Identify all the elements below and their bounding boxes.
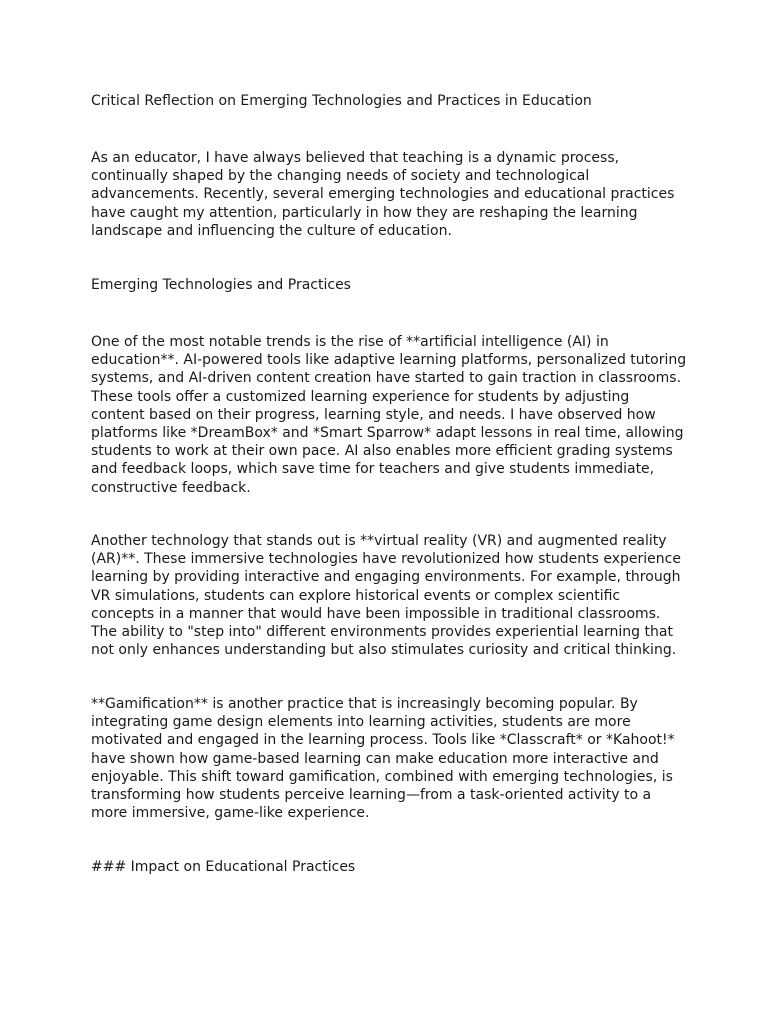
title-text: Critical Reflection on Emerging Technologies and Practices in Education (91, 93, 592, 109)
paragraph-line: concepts in a manner that would have been impossible in traditional classrooms. (91, 605, 661, 622)
paragraph-line: **Gamification** is another practice that is increasingly becoming popular. By (91, 696, 638, 712)
paragraph-line: enjoyable. This shift toward gamification, combined with emerging technologies, is (91, 768, 673, 785)
paragraph-line: learning by providing interactive and engaging environments. For example, through (91, 569, 681, 586)
paragraph-line: integrating game design elements into learning activities, students are more (91, 714, 631, 731)
paragraph-line: transforming how students perceive learning—from a task-oriented activity to a (91, 787, 652, 804)
ai-paragraph (91, 333, 691, 497)
paragraph-line: and feedback loops, which save time for teachers and give students immediate, (91, 461, 655, 478)
section-heading-impact (91, 858, 691, 876)
vr-paragraph (91, 532, 691, 659)
paragraph-line: One of the most notable trends is the rise of **artificial intelligence (AI) in (91, 334, 609, 350)
paragraph-line: The ability to "step into" different environments provides experiential learning that (91, 624, 673, 641)
paragraph-line: platforms like *DreamBox* and *Smart Sparrow* adapt lessons in real time, allowing (91, 425, 684, 442)
paragraph-line: continually shaped by the changing needs of society and technological (91, 168, 590, 185)
paragraph-line: constructive feedback. (91, 479, 251, 496)
heading-text: Emerging Technologies and Practices (91, 277, 351, 293)
paragraph-line: VR simulations, students can explore historical events or complex scientific (91, 587, 621, 604)
paragraph-line: content based on their progress, learning style, and needs. I have observed how (91, 406, 656, 423)
gamification-paragraph (91, 695, 691, 822)
paragraph-line: (AR)**. These immersive technologies have revolutionized how students experience (91, 551, 681, 568)
paragraph-line: more immersive, game-like experience. (91, 805, 370, 822)
section-heading-emerging (91, 276, 691, 294)
paragraph-line: have caught my attention, particularly in how they are reshaping the learning (91, 204, 638, 221)
document-title (91, 92, 691, 110)
paragraph-line: students to work at their own pace. AI also enables more efficient grading systems (91, 443, 673, 460)
paragraph-line: These tools offer a customized learning experience for students by adjusting (91, 388, 630, 405)
paragraph-line: not only enhances understanding but also stimulates curiosity and critical thinking. (91, 642, 677, 659)
heading-text: ### Impact on Educational Practices (91, 859, 356, 875)
paragraph-line: Another technology that stands out is **virtual reality (VR) and augmented reality (91, 533, 667, 549)
paragraph-line: education**. AI-powered tools like adaptive learning platforms, personalized tutoring (91, 352, 687, 369)
paragraph-line: landscape and influencing the culture of education. (91, 222, 452, 239)
paragraph-line: motivated and engaged in the learning process. Tools like *Classcraft* or *Kahoot!* (91, 732, 675, 749)
paragraph-line: have shown how game-based learning can make education more interactive and (91, 750, 659, 767)
paragraph-line: systems, and AI-driven content creation have started to gain traction in classrooms. (91, 370, 682, 387)
paragraph-line: As an educator, I have always believed that teaching is a dynamic process, (91, 150, 620, 166)
intro-paragraph (91, 149, 691, 240)
paragraph-line: advancements. Recently, several emerging technologies and educational practices (91, 186, 675, 203)
